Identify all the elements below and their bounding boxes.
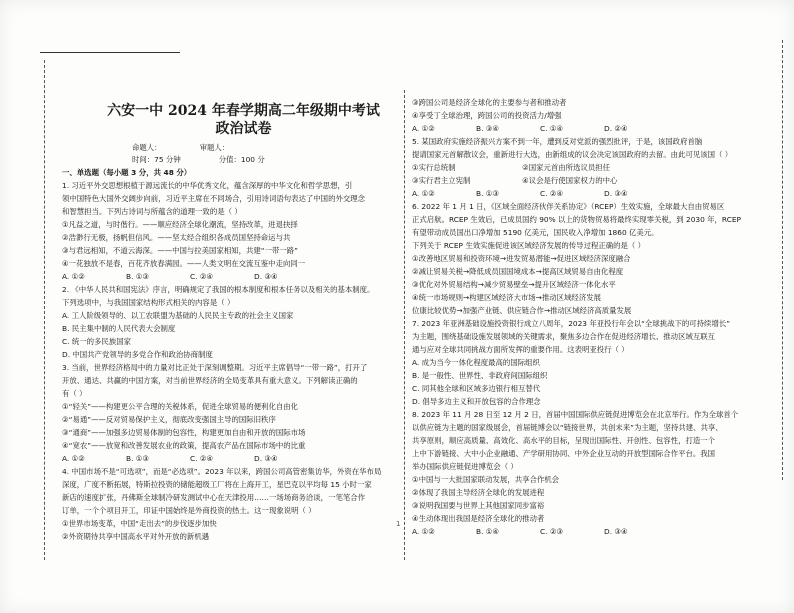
time-label: 时间：75 分钟: [132, 155, 181, 164]
q4-item-1: ①世界市场变革，中国“走出去”的步伐逐步加快: [62, 519, 217, 528]
q7-choice-b[interactable]: B. 是一般性、世界性、非政府间国际组织: [412, 371, 548, 380]
q5-option-c[interactable]: C. ②④: [540, 189, 564, 198]
right-column: [412, 96, 768, 538]
q4-line-3: 新店的速度扩张，丹佛斯全球制冷研发测试中心在天津投用……一场场商务洽谈，一笔笔合作: [62, 493, 366, 502]
q3-item-1: ①“轻关”——构建更公平合理的关税体系，促进全球贸易的便利化自由化: [62, 402, 299, 411]
q1-option-d[interactable]: D. ③④: [254, 272, 278, 281]
q6-line-2: 正式启航。RCEP 生效后，已成员国约 90% 以上的货物贸易将最终实现零关税，到 2030 年，RCEP: [412, 215, 741, 224]
q4-item-2: ②外资期待共享中国高水平对外开放的新机遇: [62, 532, 210, 541]
q5-line-1: 5. 某国政府实施经济振兴方案不到一年，遭到反对党派的强烈批评，于是，该国政府首脑: [412, 137, 703, 146]
exam-title: 六安一中 2024 年春学期高二年级期中考试: [107, 103, 380, 119]
q3-options: [62, 452, 397, 465]
section-heading: 一、单选题（每小题 3 分，共 48 分）: [62, 168, 192, 177]
q1-item-4: ④一花独放不是春，百花齐放春满园。——人类文明在交流互鉴中走向同一: [62, 259, 306, 268]
q3-item-3: ③“通商”——加强多边贸易体制的包容性，构建更加自由和开放的国际市场: [62, 428, 306, 437]
q4-line-4: 订单，一个个项目开工，印证中国始终是外商投资的热土。这一现象说明（ ）: [62, 506, 316, 515]
q6-line-4: 下列关于 RCEP 生效实施促进该区域经济发展的传导过程正确的是（ ）: [412, 241, 646, 250]
q8-item-4: ④生动体现出我国是经济全球化的推动者: [412, 514, 545, 523]
time-score-row: [62, 154, 397, 166]
q4-item-3: ③跨国公司是经济全球化的主要参与者和推动者: [412, 98, 567, 107]
author-row: [62, 142, 397, 154]
q3-option-a[interactable]: A. ①②: [62, 454, 85, 463]
q3-line-1: 3. 当前，世界经济格局中的力量对比正处于深刻调整期。习近平主席倡导“一带一路”，打开了: [62, 363, 368, 372]
q6-item-4: ④统一市场规则→构建区域经济大市场→推动区域经济发展: [412, 293, 601, 302]
q4-option-a[interactable]: A. ①②: [412, 124, 435, 133]
q7-choice-d[interactable]: D. 倡导多边主义和开放包容的合作理念: [412, 397, 541, 406]
fold-line: [404, 90, 405, 560]
reviewer-label: 审题人：: [199, 143, 230, 152]
q8-item-3: ③说明我国要与世界上其他国家同步富裕: [412, 501, 545, 510]
q2-choice-d[interactable]: D. 中国共产党领导的多党合作和政治协商制度: [62, 350, 213, 359]
q4-option-b[interactable]: B. ③④: [476, 124, 500, 133]
q8-item-2: ②体现了我国主导经济全球化的发展进程: [412, 488, 545, 497]
q5-option-d[interactable]: D. ③④: [604, 189, 628, 198]
q3-item-4: ④“宽农”——放宽和改善发展农业的政策，提高农产品在国际市场中的比重: [62, 441, 306, 450]
q1-line-3: 和智慧担当。下列古诗词与所蕴含的道理一致的是（ ）: [62, 207, 242, 216]
q6-line-1: 6. 2022 年 1 月 1 日，《区域全面经济伙伴关系协定》（RCEP）生效实施，全球最大自由贸易区: [412, 202, 725, 211]
q2-choice-b[interactable]: B. 民主集中制的人民代表大会制度: [62, 324, 176, 333]
left-column: [62, 102, 397, 543]
q6-item-1: ①改善地区贸易和投资环境→进发贸易潜能→促进区域经济深度融合: [412, 254, 631, 263]
top-binding-line: [40, 52, 180, 53]
q7-line-3: 通与应对全球共同挑战方面所发挥的重要作用。这表明亚投行（ ）: [412, 345, 629, 354]
q6-item-3: ③优化对外贸易结构→减少贸易壁垒→提升区域经济一体化水平: [412, 280, 616, 289]
q3-line-3: 有（ ）: [62, 389, 87, 398]
q3-option-d[interactable]: D. ③④: [254, 454, 278, 463]
q2-line-2: 下列选项中，与我国国家结构形式相关的内容是（ ）: [62, 298, 235, 307]
q1-item-2: ②浩渺行无极，扬帆但信风。——坚太经合组织各成员国坚持命运与共: [62, 233, 291, 242]
binding-margin-line: [44, 60, 45, 560]
q1-line-2: 领中国特色大国外交阔步向前，习近平主席在不同场合，引用诗词语句表达了中国的外交理念: [62, 194, 366, 203]
q4-options: [412, 122, 768, 135]
q1-item-1: ①凡益之道，与时偕行。——顺应经济全球化潮流，坚持改革，进退抉择: [62, 220, 298, 229]
q8-line-1: 8. 2023 年 11 月 28 日至 12 月 2 日，首届中国国际供应链促进博览会在北京举行。作为全球首个: [412, 410, 739, 419]
q1-option-b[interactable]: B. ①③: [126, 272, 150, 281]
q8-line-5: 举办国际供应链促进博览会（ ）: [412, 462, 518, 471]
q5-line-2: 提请国家元首解散议会，重新进行大选，由新组成的议会决定该国政府的去留。由此可见该国（ ）: [412, 150, 733, 159]
q2-choice-c[interactable]: C. 统一的多民族国家: [62, 337, 131, 346]
q8-line-2: 以供应链为主题的国家级展会，首届链博会以“链接世界，共创未来”为主题，坚持共建、共享、: [412, 423, 723, 432]
q6-item-5: 位康比较优势→加强产业链、供应链合作→推动区域经济高质量发展: [412, 306, 632, 315]
q5-option-a[interactable]: A. ①②: [412, 189, 435, 198]
q6-line-3: 有望带动成员国出口净增加 5190 亿美元，国民收入净增加 1860 亿美元。: [412, 228, 659, 237]
q1-item-3: ③与君远相知，不道云海深。——中国与拉美国家相知，共建“一带一路”: [62, 246, 299, 255]
q4-line-2: 深度，广度不断拓展，特斯拉投资的储能超级工厂将在上海开工，星巴克以平均每 15 小时一家: [62, 480, 372, 489]
q4-item-4: ④享受丁全球治理，跨国公司的投资活力/增强: [412, 111, 562, 120]
q7-line-2: 为主题，围绕基础设施发展领域的关键需求，聚焦多边合作在促进经济增长、推动区域互联互: [412, 332, 716, 341]
q4-option-d[interactable]: D. ②④: [604, 124, 628, 133]
exam-subject: 政治试卷: [215, 121, 272, 137]
q3-option-b[interactable]: B. ①③: [126, 454, 150, 463]
q4-option-c[interactable]: C. ①④: [540, 124, 564, 133]
right-edge-line: [782, 40, 783, 480]
q8-line-3: 共享原则，顺应高质量、高效化、高水平的目标，呈现出国际性、开创性、包容性，打造一个: [412, 436, 716, 445]
q5-options: [412, 187, 768, 200]
q7-line-1: 7. 2023 年亚洲基础设施投资银行成立八周年，2023 年亚投行年会以“全球挑战下的可持续增长”: [412, 319, 731, 328]
setter-label: 命题人：: [132, 143, 162, 152]
q8-option-c[interactable]: C. ②③: [540, 527, 564, 536]
q8-item-1: ①中国与一大批国家联动发展，共享合作机会: [412, 475, 560, 484]
q4-line-1: 4. 中国市场不是“可选项”，而是“必选项”。2023 年以来，跨国公司高管密集访华，外资在华布局: [62, 467, 382, 476]
q5-items-row-1: ①实行总统制 ②国家元首由所选议员担任: [412, 163, 611, 172]
score-label: 分值：100 分: [218, 155, 265, 164]
q8-options: [412, 525, 768, 538]
page-mark: 1: [396, 520, 401, 528]
q8-option-b[interactable]: B. ①④: [476, 527, 500, 536]
q1-option-a[interactable]: A. ①②: [62, 272, 85, 281]
q8-option-a[interactable]: A. ①②: [412, 527, 435, 536]
q1-options: [62, 270, 397, 283]
q8-option-d[interactable]: D. ③④: [604, 527, 628, 536]
q7-choice-a[interactable]: A. 成为当今一体化程度最高的国际组织: [412, 358, 540, 367]
q8-line-4: 上中下游链接、大中小企业融通、产学研用协同、中外企业互动的开放型国际合作平台。我国: [412, 449, 716, 458]
q3-option-c[interactable]: C. ②④: [190, 454, 214, 463]
q1-line-1: 1. 习近平外交思想根植于源远流长的中华优秀文化，蕴含深厚的中华文化和哲学思想，引: [62, 181, 353, 190]
q2-choice-a[interactable]: A. 工人阶级领导的、以工农联盟为基础的人民民主专政的社会主义国家: [62, 311, 294, 320]
q3-item-2: ②“易通”——反对贸易保护主义，彻底改变强国主导的国际旧秩序: [62, 415, 276, 424]
q3-line-2: 开放、通达、共赢的中国方案，对当前世界经济的全局变革具有重大意义。下列解读正确的: [62, 376, 358, 385]
q5-items-row-2: ③实行君主立宪制 ④议会是行使国家权力的中心: [412, 176, 618, 185]
q5-option-b[interactable]: B. ①③: [476, 189, 500, 198]
q7-choice-c[interactable]: C. 同其他全球和区域多边银行相互替代: [412, 384, 541, 393]
q1-option-c[interactable]: C. ②④: [190, 272, 214, 281]
q6-item-2: ②减让贸易关税→降低成员国国境成本→提高区域贸易自由化程度: [412, 267, 624, 276]
q2-line-1: 2. 《中华人民共和国宪法》序言，明确规定了我国的根本制度和根本任务以及相关的基本制度。: [62, 285, 375, 294]
